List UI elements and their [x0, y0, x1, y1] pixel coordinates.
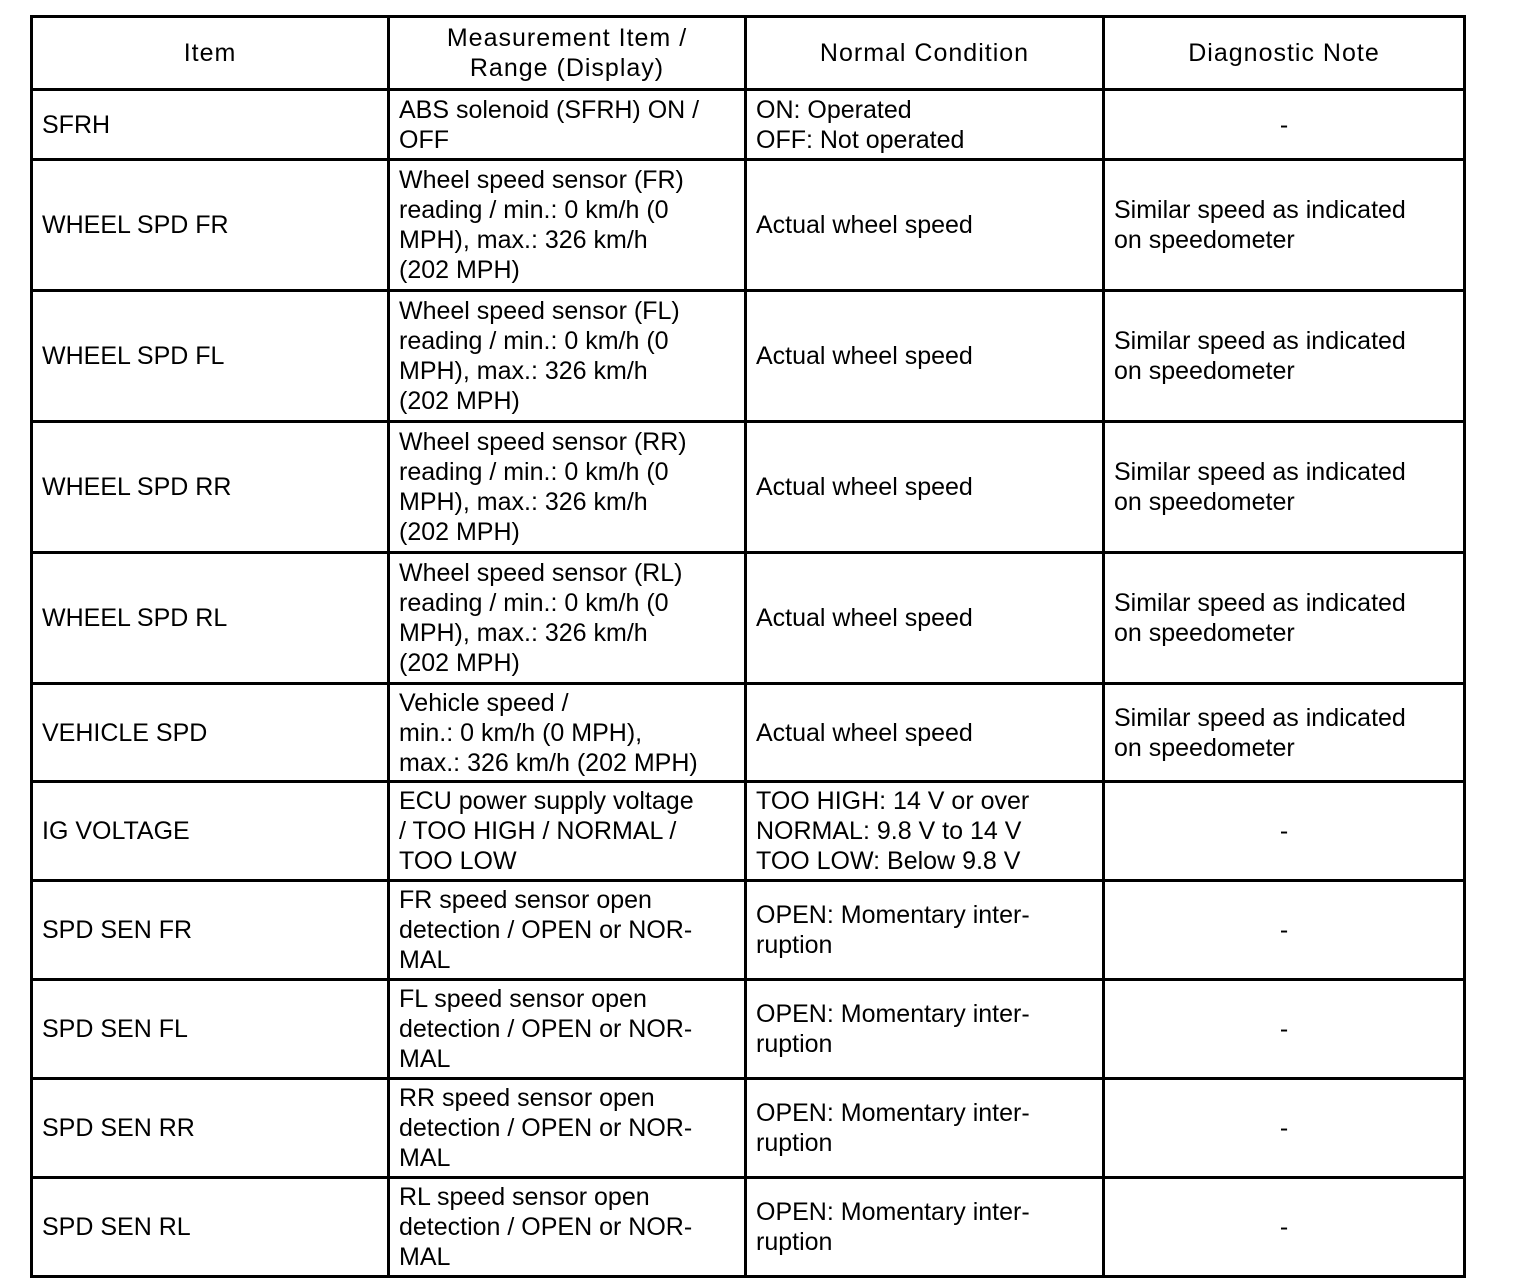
header-measurement: Measurement Item / Range (Display)	[389, 17, 746, 90]
cell-item: SFRH	[32, 90, 389, 160]
cell-condition: Actual wheel speed	[746, 553, 1104, 684]
table-row	[32, 291, 1465, 422]
cell-measurement: Wheel speed sensor (FR) reading / min.: 0 km/h (0 MPH), max.: 326 km/h (202 MPH)	[389, 160, 746, 291]
table-row	[32, 1178, 1465, 1277]
cell-item: SPD SEN FL	[32, 980, 389, 1079]
header-diagnostic-note: Diagnostic Note	[1104, 17, 1465, 90]
cell-note: Similar speed as indicated on speedometer	[1104, 291, 1465, 422]
cell-note: -	[1104, 1079, 1465, 1178]
cell-note: -	[1104, 782, 1465, 881]
cell-note: -	[1104, 980, 1465, 1079]
table-row	[32, 684, 1465, 782]
cell-measurement: RR speed sensor open detection / OPEN or NOR- MAL	[389, 1079, 746, 1178]
cell-note: -	[1104, 90, 1465, 160]
cell-condition: OPEN: Momentary inter- ruption	[746, 881, 1104, 980]
cell-note: Similar speed as indicated on speedometer	[1104, 684, 1465, 782]
cell-item: WHEEL SPD FL	[32, 291, 389, 422]
cell-item: WHEEL SPD RR	[32, 422, 389, 553]
cell-condition: ON: Operated OFF: Not operated	[746, 90, 1104, 160]
cell-measurement: ECU power supply voltage / TOO HIGH / NORMAL / TOO LOW	[389, 782, 746, 881]
cell-measurement: FL speed sensor open detection / OPEN or NOR- MAL	[389, 980, 746, 1079]
cell-note: Similar speed as indicated on speedometer	[1104, 553, 1465, 684]
cell-measurement: Wheel speed sensor (RL) reading / min.: 0 km/h (0 MPH), max.: 326 km/h (202 MPH)	[389, 553, 746, 684]
cell-measurement: RL speed sensor open detection / OPEN or NOR- MAL	[389, 1178, 746, 1277]
cell-condition: Actual wheel speed	[746, 684, 1104, 782]
cell-condition: Actual wheel speed	[746, 422, 1104, 553]
cell-condition: Actual wheel speed	[746, 291, 1104, 422]
data-list-table	[30, 15, 1466, 1278]
table-row	[32, 1079, 1465, 1178]
cell-condition: OPEN: Momentary inter- ruption	[746, 980, 1104, 1079]
cell-condition: OPEN: Momentary inter- ruption	[746, 1079, 1104, 1178]
cell-condition: OPEN: Momentary inter- ruption	[746, 1178, 1104, 1277]
cell-measurement: FR speed sensor open detection / OPEN or NOR- MAL	[389, 881, 746, 980]
cell-note: Similar speed as indicated on speedometer	[1104, 160, 1465, 291]
cell-condition: TOO HIGH: 14 V or over NORMAL: 9.8 V to 14 V TOO LOW: Below 9.8 V	[746, 782, 1104, 881]
cell-item: SPD SEN RL	[32, 1178, 389, 1277]
cell-condition: Actual wheel speed	[746, 160, 1104, 291]
cell-item: WHEEL SPD FR	[32, 160, 389, 291]
table-row	[32, 160, 1465, 291]
cell-item: SPD SEN RR	[32, 1079, 389, 1178]
cell-measurement: ABS solenoid (SFRH) ON / OFF	[389, 90, 746, 160]
table-row	[32, 553, 1465, 684]
header-item: Item	[32, 17, 389, 90]
table-row	[32, 90, 1465, 160]
cell-measurement: Wheel speed sensor (RR) reading / min.: 0 km/h (0 MPH), max.: 326 km/h (202 MPH)	[389, 422, 746, 553]
cell-item: WHEEL SPD RL	[32, 553, 389, 684]
cell-note: -	[1104, 1178, 1465, 1277]
cell-note: -	[1104, 881, 1465, 980]
table-row	[32, 782, 1465, 881]
header-normal-condition: Normal Condition	[746, 17, 1104, 90]
cell-item: IG VOLTAGE	[32, 782, 389, 881]
cell-note: Similar speed as indicated on speedometer	[1104, 422, 1465, 553]
table-row	[32, 980, 1465, 1079]
table-row	[32, 422, 1465, 553]
header-row	[32, 17, 1465, 90]
cell-item: SPD SEN FR	[32, 881, 389, 980]
cell-measurement: Wheel speed sensor (FL) reading / min.: 0 km/h (0 MPH), max.: 326 km/h (202 MPH)	[389, 291, 746, 422]
table-row	[32, 881, 1465, 980]
cell-item: VEHICLE SPD	[32, 684, 389, 782]
cell-measurement: Vehicle speed / min.: 0 km/h (0 MPH), max.: 326 km/h (202 MPH)	[389, 684, 746, 782]
